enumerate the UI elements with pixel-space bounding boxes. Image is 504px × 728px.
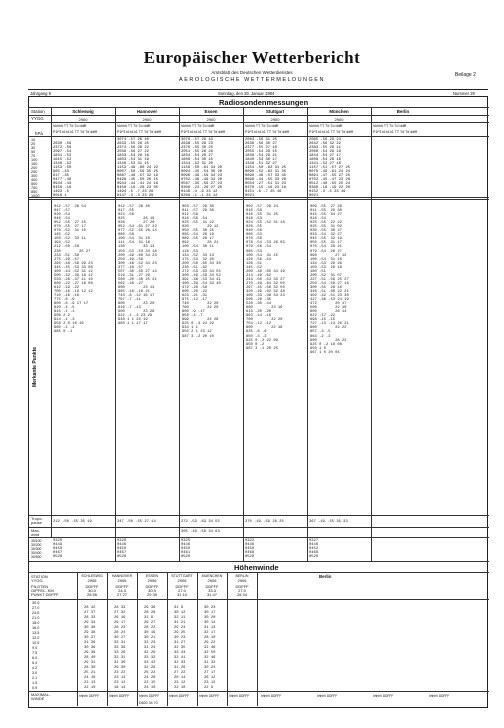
pressure-level: 70 — [31, 154, 36, 158]
level-value: 2085 -56 29 24 — [309, 138, 341, 142]
hw-punkt-label: PUNKT DDFFF — [31, 592, 59, 597]
wind-level: 30/400 — [31, 551, 42, 555]
level-value: 0891 -47 -55 27 25 — [309, 174, 351, 178]
hw-height: 9.0 — [32, 646, 38, 650]
pressure-level: 250 — [31, 170, 38, 174]
level-value: 1153 -49 -60 24 22 — [117, 166, 159, 170]
column-subhead: P1P1h1h1h1 TT Td Td ddfff — [117, 130, 162, 134]
column-subhead: P1P1h1h1h1 TT Td Td ddfff — [373, 130, 418, 134]
wind-code: 0326 0446 0450 0467 0528 — [117, 539, 127, 560]
pressure-level: 50 — [31, 150, 36, 154]
level-value: 1341 -52 27 18 — [309, 162, 341, 166]
hw-station-km: 30.0 — [88, 588, 96, 593]
wind-code: 0322 0446 0450 0466 0528 — [245, 539, 255, 560]
column-head: hhhhh TT Td Td ddfff — [309, 124, 343, 128]
hw-station-ddfff-head: DDFFF — [235, 584, 249, 589]
station-name: Schleswig — [72, 109, 94, 114]
column-subhead: P1P1h1h1h1 TT Td Td ddfff — [245, 130, 290, 134]
wind-code: 0320 0449 0450 0467 0528 — [53, 539, 63, 560]
level-value: 2633 -55 28 25 — [117, 142, 149, 146]
hoehenwinde-section-title: Höhenwinde — [234, 563, 279, 572]
level-value: 0512 -40 -55 25 24 — [309, 182, 351, 186]
hpa-label: hPa — [35, 131, 43, 136]
station-name: München — [329, 109, 349, 114]
level-value: 0702 -45 -47 23 28 — [309, 178, 351, 182]
station-label: Station — [31, 109, 45, 114]
level-value: 0151 -6 -7 25 16 — [245, 190, 282, 194]
hw-wind-column: 28 42 27 37 28 33 29 34 30 38 29 38 30 37 31 39 30 39 29 39 28 40 29 31 28 30 25 21 24 16 22 13 22 10 — [84, 606, 96, 690]
hw-yygg-label: YYGG — [31, 578, 43, 583]
level-value: 0007 -50 -59 35 25 — [117, 170, 159, 174]
hw-station-name: STUTTGART — [171, 574, 193, 578]
level-value: 0887 -49 -57 32 19 — [117, 174, 159, 178]
level-value: 0152 -3 -5 23 19 — [309, 190, 346, 194]
pressure-level: 300 — [31, 174, 38, 178]
level-value: 1831 -53 — [53, 154, 72, 158]
level-value: 1494 -5 -7 23 26 — [117, 190, 154, 194]
pressure-level: 500 — [31, 182, 38, 186]
hw-station-yygg: 2906 — [117, 578, 127, 583]
level-value: 1840 -53 30 17 — [245, 158, 277, 162]
level-value: 1615 -52 — [53, 158, 72, 162]
hw-station-label: STATION — [31, 574, 48, 579]
level-value: 0021 — [245, 194, 255, 198]
beilage-label: Beilage 2 — [455, 72, 476, 78]
level-value: 0147 -3 -3 23 26 — [117, 194, 154, 198]
level-value: 0944 -44 -41 24 16 — [117, 182, 159, 186]
hw-maxwind-head: hhhhh DDFFF — [139, 694, 160, 698]
level-value: 1844 -54 27 17 — [309, 154, 341, 158]
hw-station-km: 24.3 — [118, 588, 126, 593]
level-value: 965 -43 — [53, 170, 69, 174]
level-value: 0567 -35 -56 27 23 — [181, 182, 223, 186]
hw-maxwind-label: MAXIMAL- WINDE — [31, 692, 51, 702]
radiosonde-table — [28, 96, 488, 708]
level-value: 3079 -57 29 43 — [181, 138, 213, 142]
hw-maxwind-head: hhhhh DDFFF — [169, 694, 190, 698]
hw-station-ddfff-head: DDFFF — [85, 584, 99, 589]
level-value: 1340 -52 — [53, 162, 72, 166]
hw-station-ddfff-head: DDFFF — [115, 584, 129, 589]
column-subhead: P1P1h1h1h1 TT Td Td ddfff — [309, 130, 354, 134]
tropopause-value: 212 -50 -55 35 19 — [53, 520, 92, 524]
hw-station-name: MUENCHEN — [201, 574, 223, 578]
hw-station-km: 27.0 — [178, 588, 186, 593]
hw-height: 7.5 — [32, 651, 38, 655]
level-value: 1340 -53 31 15 — [117, 162, 149, 166]
level-value: 2638 -55 28 23 — [181, 142, 213, 146]
level-value: 1153 -50 — [53, 166, 72, 170]
hw-station-km: 33.3 — [208, 588, 216, 593]
wind-level: 30/300 — [31, 547, 42, 551]
hw-station-yygg: 2906 — [237, 578, 247, 583]
pressure-level: 1000 — [31, 194, 40, 198]
level-value: 2055 -54 29 15 — [245, 150, 277, 154]
level-value: 2051 -55 26 26 — [181, 150, 213, 154]
station-name: Essen — [204, 109, 218, 114]
level-value: 0269 -1 -1 24 12 — [181, 194, 218, 198]
hw-station-ddfff: 31 10 — [176, 592, 187, 597]
level-value: 0016 1 — [53, 194, 67, 198]
column-subhead: P1P1h1h1h1 TT Td Td ddfff — [181, 130, 226, 134]
level-value: 0477 -46 — [53, 178, 72, 182]
pressure-level: 150 — [31, 162, 38, 166]
pressure-level: 10 — [31, 138, 36, 142]
pressure-level: 200 — [31, 166, 38, 170]
hw-height: 24.6 — [32, 611, 40, 615]
hw-station-name: BERLIN — [235, 574, 249, 578]
wind-level: 30/100 — [31, 539, 42, 543]
yygg-label: YYGG — [31, 116, 44, 121]
newspaper-title: Europäischer Wetterbericht — [143, 48, 361, 67]
hw-height: 18.0 — [32, 621, 40, 625]
side-label: Merkante Punkte — [32, 346, 38, 387]
wind-code: 0325 0446 0450 0461 0528 — [181, 539, 191, 560]
hw-wind-column: 29 39 28 28 31 9 29 27 28 22 30 19 30 21 32 23 31 24 32 29 33 32 33 43 32 29 25 22 24 26 22 15 24 10 — [144, 606, 156, 690]
hw-station-ddfff: 28 56 — [86, 592, 97, 597]
level-value: 1609 -54 26 16 — [309, 158, 341, 162]
level-value: 2376 -55 30 25 — [181, 146, 213, 150]
hw-station-yygg: 2906 — [177, 578, 187, 583]
level-value: 2630 -56 — [53, 142, 72, 146]
hw-station-name: SCHLESWIG — [81, 574, 103, 578]
column-head: hhhhh TT Td Td ddfff — [245, 124, 279, 128]
hw-berlin-maxwind-head: hhhhh DDFFF — [317, 694, 338, 698]
level-value: 0090 -52 -62 31 35 — [245, 170, 287, 174]
issue-number: Nummer 29 — [453, 90, 475, 96]
hw-height: 0.9 — [32, 686, 38, 690]
hw-height: 3.0 — [32, 671, 38, 675]
hw-station-name: ESSEN — [145, 574, 159, 578]
level-value: 0456 -16 — [53, 186, 72, 190]
tropopause-value: 272 -53 -63 34 55 — [181, 520, 220, 524]
level-value: 0702 -49 -49 34 20 — [181, 178, 223, 182]
hw-height: 30.9 — [32, 601, 40, 605]
level-value: 0890 -46 -57 33 45 — [245, 174, 287, 178]
level-value: 0504 -27 -51 31 23 — [245, 182, 287, 186]
maxwind-value: 305 -49 -59 34 63 — [181, 530, 220, 534]
level-value: 0270 -15 -16 23 16 — [245, 186, 287, 190]
jahrgang: Jahrgang 9 — [30, 90, 51, 96]
pressure-level: 100 — [31, 158, 38, 162]
column-head: hhhhh TT Td Td ddfff — [373, 124, 407, 128]
column-subhead: P1P1h1h1h1 TT Td Td ddfff — [53, 130, 98, 134]
level-value: 2374 -56 28 22 — [117, 146, 149, 150]
wind-code: 0327 0446 0452 0468 0528 — [309, 539, 319, 560]
station-yygg: 2900 — [78, 116, 88, 122]
hw-height: 6.0 — [32, 656, 38, 660]
level-value: 0079 -49 -61 24 24 — [309, 170, 351, 174]
level-value: 1834 -54 28 27 — [181, 154, 213, 158]
hw-maxwind-head: hhhhh DDFFF — [109, 694, 130, 698]
issue-date: Sonntag, den 29. Januar 1984 — [218, 90, 275, 96]
wind-level: 30/500 — [31, 555, 42, 559]
level-value: 0096 -49 -59 34 23 — [181, 174, 223, 178]
hw-height: 12.0 — [32, 636, 40, 640]
hw-height: 16.0 — [32, 626, 40, 630]
significant-levels: 009 -55 27 29 011 -55 29 30 015 -55 34 27 018 -54 025 -55 22 22 025 -55 31 02 030 -55 30 27 033 -54 32 27 045 -55 32 19 050 -55 31 17 070 -54 29 21 079 -54 26 27 090 27 12 100 -54 31 16 134 -53 29 26 150 -53 28 18 180 -51 200 -52 31 07 227 -51 -59 25 27 250 -54 -58 27 16 300 -55 28 16 346 -51 -60 22 21 402 -42 -51 23 30 427 -36 -53 24 19 472 20 17 500 22 10 600 26 14 622 -17 -22 698 -15 -15 727 -13 -13 26 21 800 22 22 857 -3 -5 864 -2 -3 900 28 22 925 0 -2 18 08 950 1 0 967 1 0 20 04 — [310, 205, 349, 355]
hw-maxwind-extra: D820 34 70 — [139, 701, 158, 705]
level-value: 0094 -45 -54 30 20 — [181, 170, 223, 174]
station-yygg: 2900 — [206, 116, 216, 122]
column-head: hhhhh TT Td Td ddfff — [117, 124, 151, 128]
hw-berlin-header: Berlin — [319, 574, 332, 579]
hw-berlin-maxwind-head: hhhhh DDFFF — [373, 694, 394, 698]
hw-maxwind-head: hhhhh DDFFF — [79, 694, 100, 698]
hw-height: 1.5 — [32, 681, 38, 685]
significant-levels: 002 -57 29 24 010 -58 016 -55 31 25 018 -53 024 -55 -52 31 18 026 -55 040 -56 060 -53 070 -56 078 -54 -53 26 03 079 -56 -54 085 -53 100 -54 31 15 120 -56 -54 126 -51 145 -52 200 -48 -65 34 19 213 -49 -62 243 -50 -54 33 27 270 -49 -64 32 50 297 -45 -56 32 50 320 -49 -62 32 48 400 -33 -48 34 23 500 -26 -35 528 -30 -44 600 23 16 613 -20 -20 663 -14 -16 700 22 20 754 -12 -12 800 22 16 925 -8 -6 850 -3 -3 925 0 -2 22 09 950 0 -2 987 3 -1 20 25 — [246, 205, 285, 351]
hw-wind-column: 31 9 30 12 32 11 31 21 29 24 29 25 30 23 31 27 32 35 33 44 32 41 32 33 31 29 27 22 26 14 23 12 22 10 — [174, 606, 186, 690]
level-value: 0498 -45 -50 26 15 — [117, 178, 159, 182]
station-name: Hannover — [136, 109, 158, 114]
level-value: 0360 -16 -19 22 20 — [309, 186, 351, 190]
station-name: Stuttgart — [265, 109, 285, 114]
hw-berlin-maxwind-head: hhhhh DDFFF — [429, 694, 450, 698]
level-value: 0458 -16 -28 23 05 — [117, 186, 159, 190]
hw-station-yygg: 2906 — [87, 578, 97, 583]
pressure-level: 20 — [31, 142, 36, 146]
hw-maxwind-head: hhhhh DDFFF — [229, 694, 250, 698]
hw-maxwind-head: hhhhh DDFFF — [199, 694, 220, 698]
level-value: 2049 -56 27 22 — [117, 150, 149, 154]
level-value: 1157 -51 -57 27 25 — [309, 166, 351, 170]
level-value: 0944 -43 — [53, 182, 72, 186]
level-value: 2377 -55 27 10 — [245, 146, 277, 150]
radiosonde-section-title: Radiosondenmessungen — [219, 98, 309, 107]
level-value: 1154 -50 -62 31 25 — [245, 166, 287, 170]
hw-station-ddfff-head: DDFFF — [175, 584, 189, 589]
hw-station-name: HANNOVER — [111, 574, 133, 578]
hw-station-ddfff-head: DDFFF — [205, 584, 219, 589]
level-value: 1838 -54 29 21 — [245, 154, 277, 158]
hw-station-ddfff: 27 27 — [116, 592, 127, 597]
station-yygg: 2900 — [334, 116, 344, 122]
pressure-level: 850 — [31, 190, 38, 194]
significant-levels: 003 -57 29 30 011 -57 29 30 012 -58 018 -56 -54 025 -55 31 22 030 29 12 050 -55 30 25 085 -54 28 19 089 -55 28 17 092 28 21 100 -54 30 11 116 -53 134 -52 33 13 175 -53 32 20 200 -50 -65 34 30 230 -51 -62 272 -53 -63 34 55 300 -49 -59 34 52 391 -38 -53 34 41 400 -39 -54 33 40 472 -28 -58 600 -20 -22 623 -21 -31 675 -12 -17 740 22 20 760 22 20 800 -9 -17 858 -4 -7 899 24 26 925 0 -3 24 22 934 1 1 950 2 1 23 12 987 3 -2 20 10 — [182, 205, 221, 339]
level-value: 2383 -55 29 11 — [309, 146, 341, 150]
level-value: 817 -35 — [53, 174, 69, 178]
hw-height: 27.0 — [32, 606, 40, 610]
level-value: 0699 -44 -55 33 28 — [245, 178, 287, 182]
newspaper-subtitle: Amtsblatt des Deutschen Wetterdienstes — [211, 70, 293, 75]
hw-piloten-label: PILOTEN — [31, 584, 49, 589]
tropopause-value: 370 -49 -59 28 25 — [245, 520, 284, 524]
hw-height: 2.1 — [32, 676, 38, 680]
level-value: 2097 -54 — [53, 150, 72, 154]
hw-height: 4.2 — [32, 666, 38, 670]
hw-station-yygg: 2906 — [207, 578, 217, 583]
tropopause-value: 347 -50 -55 27 14 — [117, 520, 156, 524]
level-value: 1159 -50 -61 34 20 — [181, 166, 223, 170]
hw-berlin-maxwind-head: hhhhh DDFFF — [261, 694, 282, 698]
tropopause-value: 367 -49 -55 35 33 — [309, 520, 348, 524]
level-value: 3074 -57 28 40 — [117, 138, 149, 142]
level-value: 2060 -54 29 16 — [309, 150, 341, 154]
level-value: 1348 -51 32 27 — [245, 162, 277, 166]
hw-station-ddfff: 29 39 — [146, 592, 157, 597]
hw-station-km: 27.0 — [238, 588, 246, 593]
hw-gipfel-label: GIPFEL- KM — [31, 588, 54, 593]
pressure-level: 400 — [31, 178, 38, 182]
hw-height: 21.0 — [32, 616, 40, 620]
significant-levels: 012 -57 28 40 017 -55 024 -56 025 28 19 036 27 20 052 -54 -61 27 22 077 -52 -55 28 14 080 -58 100 -54 31 10 111 -54 31 16 130 33 13 150 -53 -53 34 18 200 -49 -60 34 23 250 -49 -59 300 -46 -52 34 23 377 -48 -57 507 -30 -55 27 14 519 -31 -27 29 560 -20 -40 25 21 562 -26 -27 600 23 14 665 -16 -16 21 743 -8 -12 16 17 797 -7 -11 800 23 20 816 -7 -13 900 23 26 922 -1 -3 23 29 948 1 1 24 19 980 1 1 17 17 — [118, 205, 157, 327]
hw-height: 13.5 — [32, 631, 40, 635]
hw-wind-column: 28 33 27 32 26 19 29 17 28 23 28 24 30 27 33 31 33 39 33 28 32 31 31 30 29 30 23 22 23 13 23 12 18 14 — [114, 606, 126, 690]
hw-station-ddfff: 28 34 — [236, 592, 247, 597]
section-name: AEROLOGISCHE WETTERMELDUNGEN — [179, 77, 325, 83]
level-value: 0021 — [309, 194, 319, 198]
hw-station-km: 30.9 — [148, 588, 156, 593]
station-name: Berlin — [396, 109, 410, 114]
tropo-label: Tropo- pause — [31, 516, 43, 526]
hw-station-yygg: 2906 — [147, 578, 157, 583]
station-yygg: 2900 — [270, 116, 280, 122]
hw-station-ddfff: 31 47 — [206, 592, 217, 597]
pressure-level: 30 — [31, 146, 36, 150]
hw-height: 5.4 — [32, 661, 38, 665]
level-value: 1493 -5 — [53, 190, 69, 194]
column-head: hhhhh TT Td Td ddfff — [53, 124, 87, 128]
significant-levels: 012 -57 28 54 047 -57 020 -54 046 -54 052 -55 27 15 070 -55 27 17 076 -52 31 10 145 -52 150 -52 33 11 194 -52 212 -50 -58 230 25 27 233 -51 -59 275 -49 -57 295 -48 -58 29 23 345 -45 -53 33 08 400 -44 -52 31 12 500 -32 -39 18 12 533 -28 -37 11 10 600 -22 -27 16 08 612 -19 -22 700 -16 -19 12 12 710 -16 -16 775 -8 -9 800 -6 -9 17 17 820 -4 -5 815 -1 -1 906 2 2 914 -1 -3 958 2 0 16 16 960 -1 -2 985 0 -1 — [54, 205, 93, 335]
level-value: 2642 -56 32 22 — [309, 142, 341, 146]
level-value: 1344 -52 31 20 — [181, 162, 213, 166]
level-value: 2636 -56 30 27 — [245, 142, 277, 146]
level-value: 1833 -53 28 16 — [117, 154, 149, 158]
hw-station-ddfff-head: DDFFF — [145, 584, 159, 589]
hw-height: 10.5 — [32, 641, 40, 645]
level-value: 1606 -54 30 15 — [181, 158, 213, 162]
column-head: hhhhh TT Td Td ddfff — [181, 124, 215, 128]
station-yygg: 2900 — [142, 116, 152, 122]
maxwind-label: Max- wind — [31, 528, 40, 538]
wind-level: 30/200 — [31, 543, 42, 547]
hw-wind-column: 30 23 30 17 30 20 30 14 31 13 32 17 28 10 29 22 32 46 32 50 32 46 31 32 30 24 27 17 26 12 23 12 22 9 — [204, 606, 216, 690]
level-value: 1603 -54 31 19 — [117, 158, 149, 162]
level-value: 0300 -24 -26 27 20 — [181, 186, 223, 190]
level-value: 0149 -4 -6 23 12 — [181, 190, 218, 194]
level-value: 2083 -56 31 25 — [245, 138, 277, 142]
level-value: 2372 -56 — [53, 146, 72, 150]
pressure-level: 700 — [31, 186, 38, 190]
